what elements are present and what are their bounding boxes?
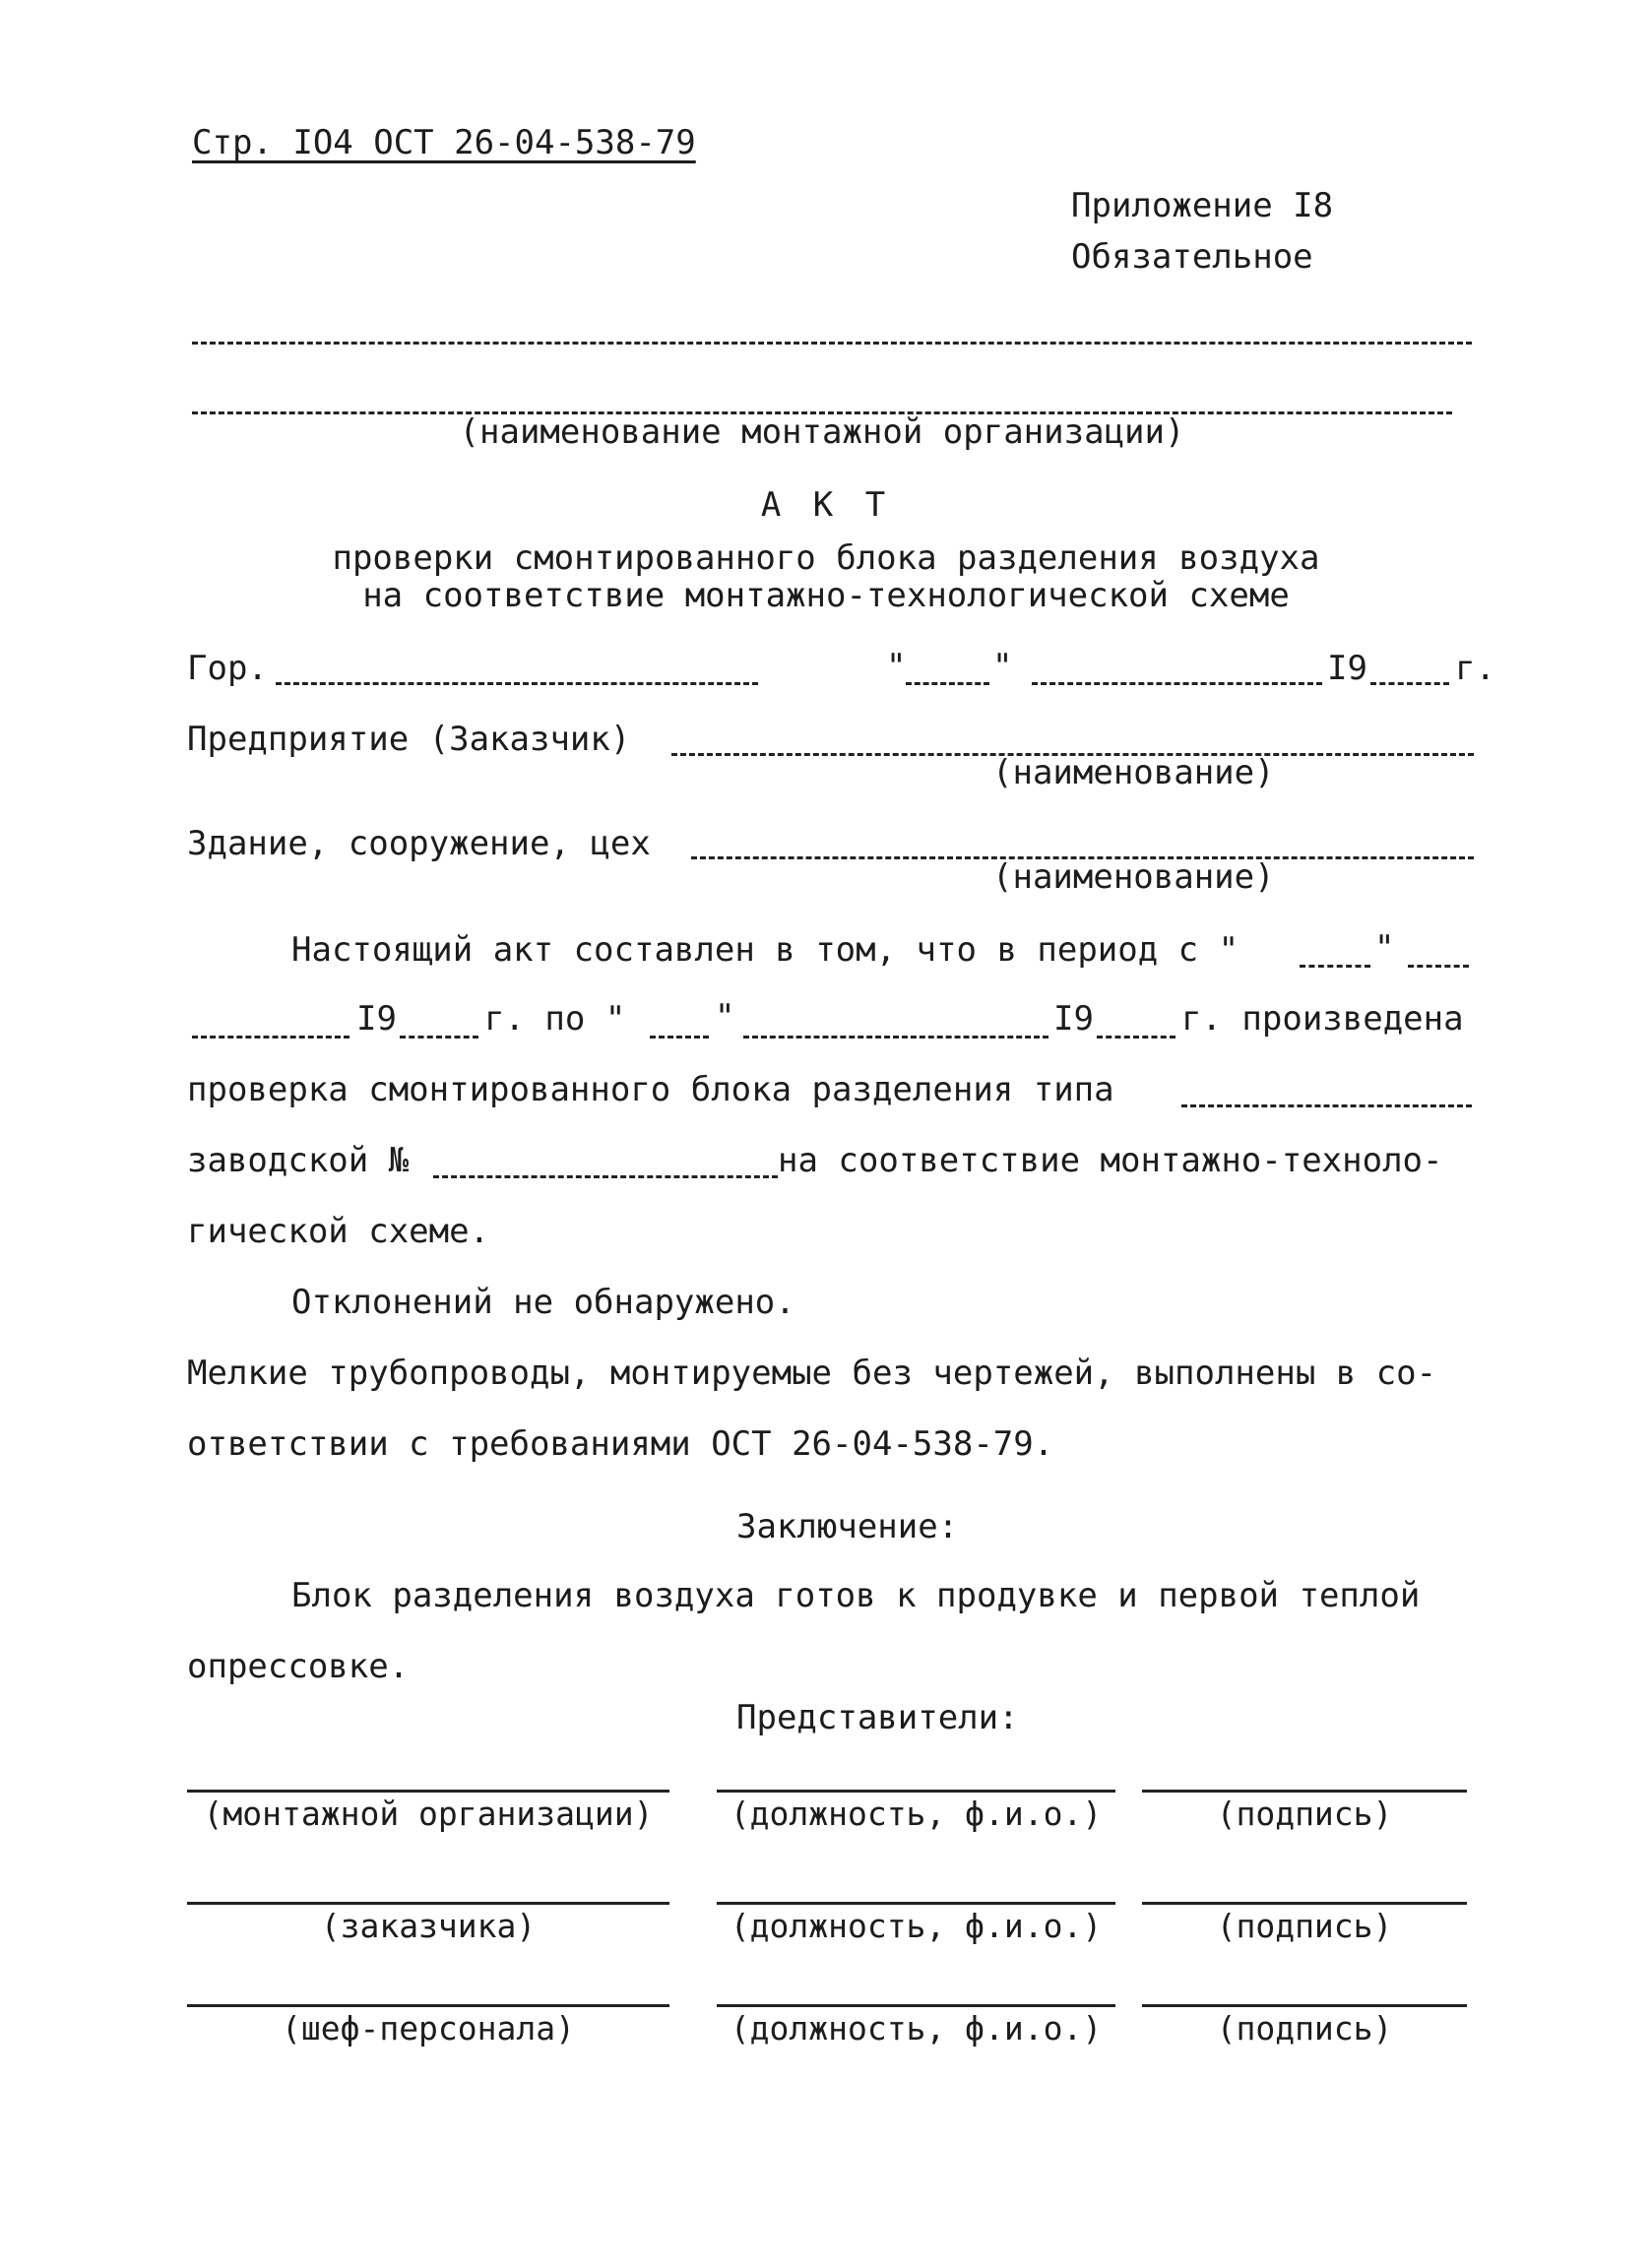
rep-role-caption-3: (шеф-персонала)	[281, 2009, 575, 2048]
body-line-1: Настоящий акт составлен в том, что в период с "	[291, 930, 1239, 970]
rep-signature-caption-1: (подпись)	[1216, 1795, 1393, 1833]
rep-position-caption-3: (должность, ф.и.о.)	[730, 2009, 1103, 2048]
rep-position-caption-2: (должность, ф.и.о.)	[730, 1907, 1103, 1945]
rep-role-caption-2: (заказчика)	[320, 1907, 537, 1945]
rep-signature-line-2	[1142, 1902, 1467, 1905]
rep-role-line-3	[187, 2004, 669, 2007]
rep-signature-caption-3: (подпись)	[1216, 2009, 1393, 2048]
date-year-field	[1370, 682, 1449, 685]
period-month1-field-cont	[192, 1036, 349, 1039]
body-line-4-end: на соответствие монтажно-техноло-	[778, 1141, 1443, 1180]
appendix-status: Обязательное	[1071, 237, 1313, 277]
act-title: А К Т	[760, 485, 892, 525]
act-subtitle-line1: проверки смонтированного блока разделения воздуха	[332, 538, 1320, 578]
rep-signature-line-3	[1142, 2004, 1467, 2007]
factory-number-field	[433, 1175, 778, 1178]
period-year1-field	[400, 1036, 478, 1039]
period-year1-prefix: I9	[356, 999, 397, 1039]
period-day1-field	[1300, 965, 1370, 968]
appendix-number: Приложение I8	[1071, 186, 1334, 225]
rep-position-line-2	[717, 1902, 1115, 1905]
pipelines-line-1: Мелкие трубопроводы, монтируемые без чертежей, выполнены в со-	[187, 1354, 1437, 1393]
period-month1-field	[1408, 965, 1469, 968]
date-year-suffix: г.	[1455, 649, 1495, 688]
page-reference: Стр. IO4 ОСТ 26-04-538-79	[192, 123, 696, 162]
rep-role-line-2	[187, 1902, 669, 1905]
conclusion-line-2: опрессовке.	[187, 1647, 410, 1686]
period-day1-quote: "	[1374, 928, 1395, 968]
period-year2-field	[1097, 1036, 1175, 1039]
city-field	[276, 682, 758, 685]
date-quote-open: "	[886, 647, 907, 686]
rep-position-line-1	[717, 1790, 1115, 1793]
rep-role-caption-1: (монтажной организации)	[203, 1795, 654, 1833]
rep-position-line-3	[717, 2004, 1115, 2007]
enterprise-caption: (наименование)	[992, 753, 1275, 792]
body-line-3: проверка смонтированного блока разделения типа	[187, 1070, 1114, 1109]
city-label: Гор.	[187, 649, 268, 688]
organization-caption: (наименование монтажной организации)	[459, 412, 1185, 452]
building-label: Здание, сооружение, цех	[187, 824, 651, 863]
organization-line-1	[192, 342, 1472, 345]
no-deviations-text: Отклонений не обнаружено.	[291, 1283, 795, 1322]
period-year2-prefix: I9	[1053, 999, 1094, 1039]
building-caption: (наименование)	[992, 857, 1275, 897]
period-line-end: г. произведена	[1181, 999, 1464, 1039]
date-day-field	[906, 682, 989, 685]
date-year-prefix: I9	[1327, 649, 1367, 688]
representatives-heading: Представители:	[736, 1698, 1019, 1737]
conclusion-line-1: Блок разделения воздуха готов к продувке и первой теплой	[291, 1576, 1421, 1615]
period-to-label: г. по "	[484, 999, 626, 1039]
block-type-field	[1181, 1104, 1472, 1107]
period-day2-field	[650, 1036, 709, 1039]
act-subtitle-line2: на соответствие монтажно-технологической схеме	[362, 576, 1290, 615]
period-month2-field	[743, 1036, 1048, 1039]
factory-number-label: заводской №	[187, 1141, 410, 1180]
body-line-5: гической схеме.	[187, 1212, 490, 1251]
conclusion-heading: Заключение:	[736, 1507, 959, 1546]
enterprise-label: Предприятие (Заказчик)	[187, 720, 631, 759]
period-day2-quote: "	[715, 997, 735, 1037]
rep-signature-caption-2: (подпись)	[1216, 1907, 1393, 1945]
rep-position-caption-1: (должность, ф.и.о.)	[730, 1795, 1103, 1833]
rep-role-line-1	[187, 1790, 669, 1793]
date-quote-close: "	[992, 647, 1013, 686]
date-month-field	[1032, 682, 1322, 685]
rep-signature-line-1	[1142, 1790, 1467, 1793]
pipelines-line-2: ответствии с требованиями ОСТ 26-04-538-79.	[187, 1424, 1054, 1464]
